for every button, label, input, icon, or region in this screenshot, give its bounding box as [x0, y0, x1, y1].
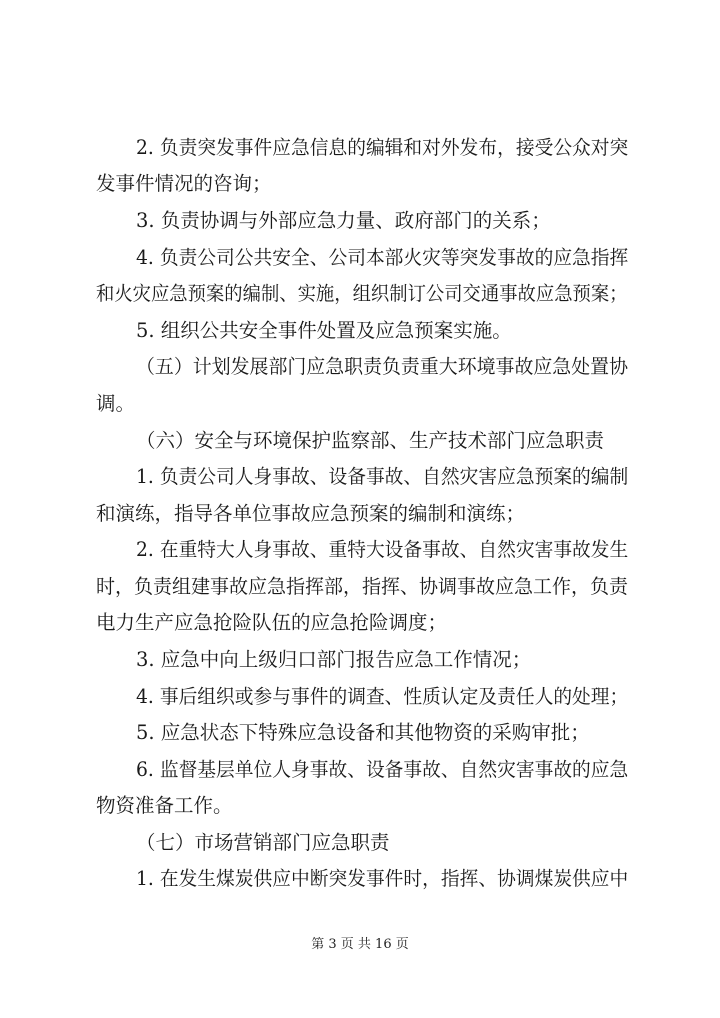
paragraph-line	[0, 569, 720, 605]
paragraph-line	[0, 715, 720, 751]
paragraph-line	[0, 861, 720, 897]
text-line: 2. 在重特大人身事故、重特大设备事故、自然灾害事故发生	[136, 538, 629, 561]
page-number: 第 3 页 共 16 页	[311, 937, 409, 952]
text-line: 调。	[96, 392, 136, 415]
paragraph-line	[0, 605, 720, 641]
paragraph-line	[0, 276, 720, 312]
paragraph-line	[0, 679, 720, 715]
text-line: 5. 组织公共安全事件处置及应急预案实施。	[136, 319, 512, 342]
text-line: 3. 负责协调与外部应急力量、政府部门的关系；	[136, 209, 551, 232]
paragraph-line	[0, 642, 720, 678]
text-line: 发事件情况的咨询；	[96, 172, 272, 195]
paragraph-line	[0, 349, 720, 385]
text-line: 6. 监督基层单位人身事故、设备事故、自然灾害事故的应急	[136, 758, 629, 781]
text-line: 物资准备工作。	[96, 794, 233, 817]
section-heading	[0, 423, 720, 459]
paragraph-line	[0, 788, 720, 824]
paragraph-line	[0, 752, 720, 788]
text-line: 电力生产应急抢险队伍的应急抢险调度；	[96, 611, 448, 634]
paragraph-line	[0, 166, 720, 202]
text-line: 时，负责组建事故应急指挥部，指挥、协调事故应急工作，负责	[96, 575, 629, 598]
text-line: 和火灾应急预案的编制、实施，组织制订公司交通事故应急预案；	[96, 282, 628, 305]
text-line: 和演练，指导各单位事故应急预案的编制和演练；	[96, 502, 526, 525]
text-line: 4. 负责公司公共安全、公司本部火灾等突发事故的应急指挥	[136, 246, 629, 269]
paragraph-line	[0, 459, 720, 495]
paragraph-line	[0, 386, 720, 422]
paragraph-line	[0, 130, 720, 166]
page-footer	[0, 936, 720, 954]
section-heading	[0, 825, 720, 861]
text-line: 1. 在发生煤炭供应中断突发事件时，指挥、协调煤炭供应中	[136, 867, 629, 890]
text-line: 3. 应急中向上级归口部门报告应急工作情况；	[136, 648, 532, 671]
text-line: 5. 应急状态下特殊应急设备和其他物资的采购审批；	[136, 721, 590, 744]
text-line: （五）计划发展部门应急职责负责重大环境事故应急处置协	[136, 355, 629, 378]
text-line: 4. 事后组织或参与事件的调查、性质认定及责任人的处理；	[136, 685, 629, 708]
text-line: （七）市场营销部门应急职责	[136, 831, 390, 854]
text-line: （六）安全与环境保护监察部、生产技术部门应急职责	[136, 429, 605, 452]
paragraph-line	[0, 240, 720, 276]
paragraph-line	[0, 203, 720, 239]
paragraph-line	[0, 532, 720, 568]
text-line: 2. 负责突发事件应急信息的编辑和对外发布，接受公众对突	[136, 136, 629, 159]
paragraph-line	[0, 496, 720, 532]
text-line: 1. 负责公司人身事故、设备事故、自然灾害应急预案的编制	[136, 465, 629, 488]
paragraph-line	[0, 313, 720, 349]
